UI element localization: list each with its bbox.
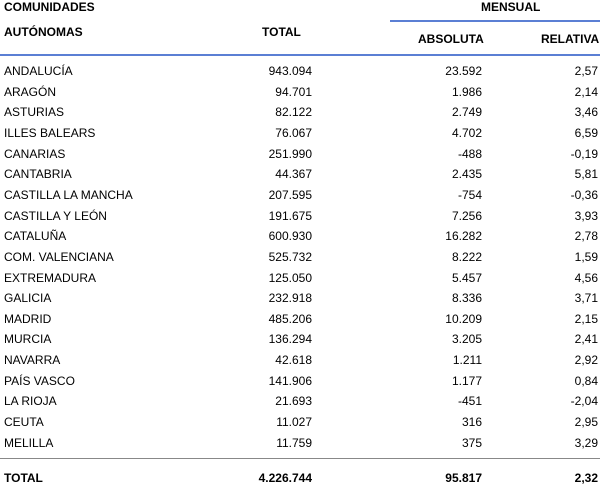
row-total: 44.367	[275, 167, 312, 181]
row-total: 232.918	[268, 291, 312, 305]
row-relative: -2,04	[570, 394, 598, 408]
row-absolute: 1.211	[452, 353, 482, 367]
row-relative: 3,29	[574, 436, 598, 450]
row-region: ARAGÓN	[4, 85, 57, 99]
header-absolute: ABSOLUTA	[418, 32, 484, 46]
row-region: GALICIA	[4, 291, 52, 305]
row-relative: 2,78	[574, 229, 598, 243]
row-relative: 3,46	[574, 105, 598, 119]
footer-relative: 2,32	[574, 471, 598, 485]
row-total: 600.930	[268, 229, 312, 243]
header-bottom-divider	[0, 54, 600, 56]
row-absolute: 5.457	[451, 271, 482, 285]
footer-absolute: 95.817	[445, 471, 482, 485]
row-relative: -0,36	[570, 188, 598, 202]
row-total: 191.675	[268, 209, 312, 223]
row-absolute: 375	[461, 436, 482, 450]
row-total: 207.595	[268, 188, 312, 202]
row-absolute: 23.592	[445, 64, 482, 78]
row-region: CASTILLA Y LEÓN	[4, 209, 107, 223]
row-total: 136.294	[268, 332, 312, 346]
row-region: MELILLA	[4, 436, 54, 450]
row-total: 485.206	[268, 312, 312, 326]
row-total: 125.050	[268, 271, 312, 285]
row-total: 42.618	[275, 353, 312, 367]
row-region: MADRID	[4, 312, 52, 326]
row-absolute: -451	[457, 394, 482, 408]
row-relative: 2,92	[574, 353, 598, 367]
row-region: COM. VALENCIANA	[4, 250, 114, 264]
row-region: CATALUÑA	[4, 229, 67, 243]
header-monthly: MENSUAL	[481, 0, 541, 14]
row-total: 251.990	[268, 147, 312, 161]
row-total: 943.094	[268, 64, 312, 78]
row-absolute: 7.256	[451, 209, 482, 223]
row-region: ILLES BALEARS	[4, 126, 96, 140]
row-relative: 3,71	[574, 291, 598, 305]
row-total: 11.759	[276, 436, 312, 450]
row-region: ANDALUCÍA	[4, 64, 73, 78]
row-relative: 2,95	[574, 415, 598, 429]
row-relative: 2,41	[574, 332, 598, 346]
footer-region: TOTAL	[4, 471, 43, 485]
row-absolute: 1.177	[451, 374, 482, 388]
row-relative: 2,14	[574, 85, 598, 99]
row-total: 141.906	[268, 374, 312, 388]
row-region: CANTABRIA	[4, 167, 72, 181]
header-region-line1: COMUNIDADES	[4, 0, 95, 14]
row-region: MURCIA	[4, 332, 52, 346]
row-absolute: 16.282	[445, 229, 482, 243]
row-absolute: 8.336	[451, 291, 482, 305]
row-absolute: 10.209	[445, 312, 482, 326]
row-total: 76.067	[275, 126, 312, 140]
row-region: LA RIOJA	[4, 394, 57, 408]
row-relative: 3,93	[574, 209, 598, 223]
row-relative: 2,57	[574, 64, 598, 78]
row-absolute: 3.205	[451, 332, 482, 346]
row-absolute: 2.435	[451, 167, 482, 181]
row-absolute: -488	[457, 147, 482, 161]
row-region: CANARIAS	[4, 147, 66, 161]
row-absolute: -754	[457, 188, 482, 202]
footer-divider	[0, 458, 600, 459]
row-region: PAÍS VASCO	[4, 374, 75, 388]
row-region: NAVARRA	[4, 353, 61, 367]
row-total: 11.027	[276, 415, 312, 429]
row-region: EXTREMADURA	[4, 271, 97, 285]
row-region: CEUTA	[4, 415, 44, 429]
footer-total: 4.226.744	[258, 471, 312, 485]
row-relative: 2,15	[574, 312, 598, 326]
row-absolute: 1.986	[451, 85, 482, 99]
row-relative: -0,19	[570, 147, 598, 161]
row-relative: 4,56	[574, 271, 598, 285]
row-total: 94.701	[275, 85, 312, 99]
row-region: CASTILLA LA MANCHA	[4, 188, 133, 202]
row-relative: 1,59	[574, 250, 598, 264]
row-total: 21.693	[275, 394, 312, 408]
row-region: ASTURIAS	[4, 105, 65, 119]
row-total: 525.732	[268, 250, 312, 264]
row-absolute: 8.222	[451, 250, 482, 264]
row-total: 82.122	[275, 105, 312, 119]
row-relative: 0,84	[574, 374, 598, 388]
header-relative: RELATIVA	[541, 32, 600, 46]
header-region-line2: AUTÓNOMAS	[4, 25, 83, 39]
row-relative: 5,81	[574, 167, 598, 181]
row-absolute: 316	[461, 415, 482, 429]
row-relative: 6,59	[574, 126, 598, 140]
header-group-divider	[390, 20, 600, 22]
header-total: TOTAL	[262, 25, 301, 39]
row-absolute: 4.702	[451, 126, 482, 140]
row-absolute: 2.749	[451, 105, 482, 119]
